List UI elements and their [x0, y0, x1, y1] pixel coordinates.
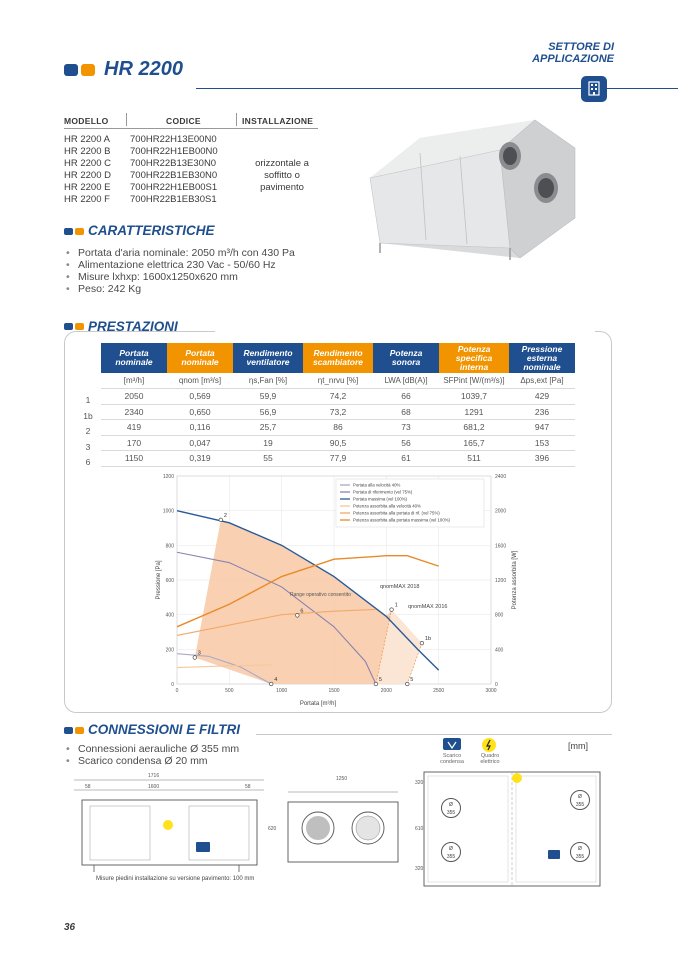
section-square-icon [75, 323, 84, 330]
table-cell: 0,569 [167, 389, 233, 405]
list-item: • Scarico condensa Ø 20 mm [66, 755, 239, 767]
x-tick-label: 500 [225, 688, 234, 694]
table-cell: 947 [509, 420, 575, 436]
codice-cell: 700HR22H1EB00N0 [130, 146, 218, 157]
y-tick-label: 0 [171, 682, 174, 688]
data-point [269, 682, 273, 686]
unit-cell: ηs,Fan [%] [233, 373, 303, 389]
x-axis-label: Portata [m³/h] [299, 701, 337, 707]
data-point [420, 641, 424, 645]
x-tick-label: 0 [175, 688, 179, 694]
x-tick-label: 1000 [276, 688, 288, 694]
codice-cell: 700HR22H1EB00S1 [130, 182, 218, 193]
range-annotation: Range operativo consentito [290, 592, 351, 598]
table-cell: 429 [509, 389, 575, 405]
dim-1600: 1600 [148, 784, 160, 790]
y-axis-label: Pressione [Pa] [156, 560, 162, 600]
codice-cell: 700HR22B13E30N0 [130, 158, 217, 169]
unit-cell: [m³/h] [101, 373, 167, 389]
data-point [296, 614, 300, 618]
orange-square-icon [81, 64, 95, 76]
duct-label: 355 [446, 854, 456, 860]
table-cell: 170 [101, 435, 167, 451]
codice-cell: 700HR22B1EB30S1 [130, 194, 217, 205]
dim-620: 620 [268, 826, 277, 832]
table-cell: 74,2 [303, 389, 373, 405]
box-gap [215, 331, 595, 335]
row-label: 2 [85, 426, 91, 436]
list-item: • Portata d'aria nominale: 2050 m³/h con 430 Pa [66, 247, 295, 259]
duct-label: 355 [575, 854, 585, 860]
y2-axis-label: Potenza assorbita [W] [512, 550, 518, 610]
table-cell: 0,650 [167, 404, 233, 420]
data-point [405, 682, 409, 686]
modello-cell: HR 2200 A [64, 134, 110, 145]
modello-cell: HR 2200 C [64, 158, 111, 169]
duct-355-bl: Ø 355 [441, 842, 461, 862]
table-cell: 73 [373, 420, 439, 436]
sector-heading [532, 41, 614, 65]
dim-1250: 1250 [336, 776, 348, 782]
modello-cell: HR 2200 D [64, 170, 111, 181]
row-label: 1b [83, 411, 93, 421]
x-tick-label: 3000 [485, 688, 497, 694]
table-cell: 90,5 [303, 435, 373, 451]
product-image [360, 108, 590, 268]
modello-cell: HR 2200 F [64, 194, 110, 205]
table-cell: 77,9 [303, 451, 373, 467]
table-cell: 165,7 [439, 435, 509, 451]
table-cell: 73,2 [303, 404, 373, 420]
table-row [101, 420, 575, 436]
prestazioni-title: PRESTAZIONI [88, 319, 178, 334]
caratteristiche-list [66, 247, 295, 295]
header-cell: Portata nominale [101, 343, 167, 373]
data-point [390, 608, 394, 612]
list-item: • Alimentazione elettrica 230 Vac - 50/60 Hz [66, 259, 295, 271]
table-cell: 681,2 [439, 420, 509, 436]
col-divider [126, 113, 127, 126]
row-label: 6 [85, 457, 91, 467]
panel-label: Quadro elettrico [480, 753, 500, 765]
table-row [64, 158, 217, 170]
legend-label: Portata alla velocità 40% [353, 482, 401, 488]
drain-icon [443, 738, 461, 750]
y-tick-label: 600 [165, 578, 174, 584]
dim-58a: 58 [85, 784, 91, 790]
codice-cell: 700HR22B1EB30N0 [130, 170, 218, 181]
section-square-icon [64, 323, 73, 330]
top-view-drawing [410, 766, 605, 891]
point-label: 4 [274, 677, 278, 683]
y2-tick-label: 2000 [495, 508, 507, 515]
table-cell: 153 [509, 435, 575, 451]
building-icon [581, 76, 607, 102]
y2-tick-label: 1600 [495, 543, 507, 550]
unit-cell: Δps,ext [Pa] [509, 373, 575, 389]
table-cell: 236 [509, 404, 575, 420]
y2-tick-label: 1200 [495, 578, 507, 584]
point-label: 1b [424, 636, 432, 643]
qnom-2018-annotation: qnomMAX 2018 [380, 584, 420, 590]
y-tick-label: 800 [165, 543, 174, 550]
installazione-line: pavimento [260, 182, 304, 193]
unit-cell: qnom [m³/s] [167, 373, 233, 389]
duct-355-tr: Ø 355 [570, 790, 590, 810]
list-item: • Connessioni aerauliche Ø 355 mm [66, 743, 239, 755]
table-header-line [64, 128, 318, 129]
table-row [101, 404, 575, 420]
header-cell: Potenza specifica interna [439, 343, 509, 373]
row-label: 1 [85, 395, 91, 405]
col-modello: MODELLO [64, 116, 109, 126]
table-cell: 1150 [101, 451, 167, 467]
table-cell: 419 [101, 420, 167, 436]
table-cell: 66 [373, 389, 439, 405]
table-cell: 511 [439, 451, 509, 467]
dim-610: 610 [415, 826, 424, 832]
duct-355-tl: Ø 355 [441, 798, 461, 818]
section-square-icon [75, 228, 84, 235]
y2-tick-label: 400 [495, 647, 504, 654]
row-label: 3 [85, 442, 91, 452]
page-title: HR 2200 [104, 58, 183, 80]
point-label: 1 [394, 602, 398, 609]
dim-320a: 320 [415, 780, 424, 786]
legend-label: Portata di riferimento (vel 75%) [353, 489, 413, 495]
data-point [374, 682, 378, 686]
side-view-drawing [280, 780, 405, 875]
connessioni-list [66, 743, 239, 767]
chart-areas [195, 520, 422, 684]
dim-58b: 58 [245, 784, 251, 790]
y-tick-label: 200 [165, 647, 174, 654]
sector-line-2: APPLICAZIONE [532, 53, 614, 65]
front-view-drawing [64, 770, 277, 885]
y-tick-label: 1200 [162, 474, 174, 480]
installazione-text [244, 158, 320, 194]
point-label: 5 [378, 677, 382, 683]
duct-label: 355 [575, 802, 585, 808]
table-cell: 68 [373, 404, 439, 420]
data-point [193, 656, 197, 660]
table-row [64, 182, 218, 194]
legend-label: Potenza assorbita alla portata massima (vel 100%) [353, 517, 450, 523]
y-tick-label: 400 [165, 612, 174, 619]
table-cell: 56 [373, 435, 439, 451]
table-row [101, 435, 575, 451]
page-number: 36 [64, 922, 76, 933]
sector-line-1: SETTORE DI [548, 41, 614, 53]
table-cell: 25,7 [233, 420, 303, 436]
point-label: 2 [223, 512, 227, 519]
codice-cell: 700HR22H13E00N0 [130, 134, 217, 145]
modello-cell: HR 2200 B [64, 146, 111, 157]
unit-cell: ηt_nrvu [%] [303, 373, 373, 389]
header-cell: Rendimento scambiatore [303, 343, 373, 373]
caratteristiche-title: CARATTERISTICHE [88, 223, 215, 238]
x-tick-label: 2500 [433, 688, 445, 694]
connessioni-title: CONNESSIONI E FILTRI [88, 722, 241, 737]
installation-note: Misure piedini installazione su versione pavimento: 100 mm [96, 876, 255, 882]
header-cell: Pressione esterna nominale [509, 343, 575, 373]
list-item: • Peso: 242 Kg [66, 283, 295, 295]
table-cell: 0,047 [167, 435, 233, 451]
unit-cell: SFPint [W/(m³/s)] [439, 373, 509, 389]
table-row [64, 170, 218, 182]
table-row [101, 451, 575, 467]
col-codice: CODICE [166, 116, 201, 126]
table-cell: 86 [303, 420, 373, 436]
installazione-line: orizzontale a [255, 158, 309, 169]
header-cell: Rendimento ventilatore [233, 343, 303, 373]
x-tick-label: 2000 [380, 688, 392, 694]
col-installazione: INSTALLAZIONE [242, 116, 314, 126]
table-cell: 61 [373, 451, 439, 467]
duct-355-br: Ø 355 [570, 842, 590, 862]
header-cell: Portata nominale [167, 343, 233, 373]
table-cell: 0,116 [167, 420, 233, 436]
electrical-panel-icon [482, 738, 496, 752]
y2-tick-label: 0 [495, 682, 498, 688]
point-label: 3 [197, 650, 201, 657]
table-cell: 2340 [101, 404, 167, 420]
unit-cell: LWA [dB(A)] [373, 373, 439, 389]
point-label: 5 [410, 677, 414, 683]
table-cell: 55 [233, 451, 303, 467]
y2-tick-label: 2400 [495, 474, 507, 480]
model-table [64, 116, 324, 216]
section-square-icon [64, 228, 73, 235]
performance-chart [100, 468, 530, 708]
x-tick-label: 1500 [328, 688, 340, 694]
table-cell: 1291 [439, 404, 509, 420]
table-cell: 19 [233, 435, 303, 451]
duct-label: 355 [446, 810, 456, 816]
table-cell: 396 [509, 451, 575, 467]
chart-legend [336, 479, 484, 527]
operating-range-area [195, 520, 392, 684]
table-cell: 0,319 [167, 451, 233, 467]
dim-1716: 1716 [148, 773, 160, 779]
modello-cell: HR 2200 E [64, 182, 111, 193]
section-square-icon [75, 727, 84, 734]
table-cell: 1039,7 [439, 389, 509, 405]
dim-320b: 320 [415, 866, 424, 872]
y-tick-label: 1000 [162, 508, 174, 515]
header-cell: Potenza sonora [373, 343, 439, 373]
installazione-line: soffitto o [264, 170, 300, 181]
section-divider [256, 734, 612, 735]
y2-tick-label: 800 [495, 612, 504, 619]
table-cell: 59,9 [233, 389, 303, 405]
legend-label: Portata massima (vel 100%) [353, 496, 407, 502]
table-row [101, 389, 575, 405]
blue-square-icon [64, 64, 78, 76]
point-label: 6 [300, 608, 304, 615]
table-cell: 56,9 [233, 404, 303, 420]
unit-label: [mm] [568, 741, 588, 751]
drain-label: Scarico condensa [440, 753, 464, 765]
data-point [219, 518, 223, 522]
section-square-icon [64, 727, 73, 734]
table-cell: 2050 [101, 389, 167, 405]
qnom-2016-annotation: qnomMAX 2016 [408, 604, 448, 610]
legend-label: Potenza assorbita alla portata di rif. (vel 75%) [353, 510, 440, 516]
table-row [64, 194, 217, 206]
list-item: • Misure lxhxp: 1600x1250x620 mm [66, 271, 295, 283]
performance-table [101, 343, 575, 467]
legend-label: Potenza assorbita alla velocità 40% [353, 503, 421, 509]
col-divider [236, 113, 237, 126]
table-row [64, 146, 218, 158]
table-row [64, 134, 217, 146]
